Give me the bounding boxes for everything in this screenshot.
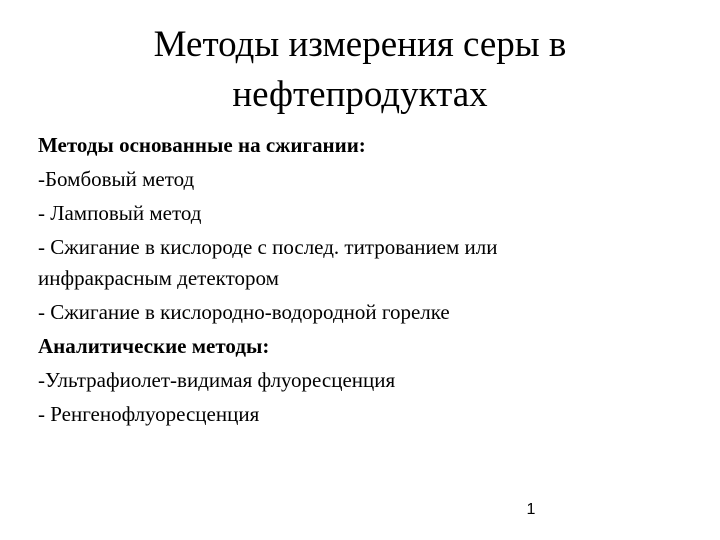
list-item-xray-fluorescence: - Ренгенофлуоресценция <box>38 402 260 426</box>
list-item-oxygen-combustion-cont: инфракрасным детектором <box>38 266 279 290</box>
list-item-uv-fluorescence: -Ультрафиолет-видимая флуоресценция <box>38 368 396 392</box>
section-heading-analytical: Аналитические методы: <box>38 334 270 358</box>
section-heading-combustion: Методы основанные на сжигании: <box>38 133 366 157</box>
page-number: 1 <box>526 501 536 518</box>
slide-body <box>38 130 688 430</box>
slide-title <box>60 20 660 120</box>
list-item-oxyhydrogen-burner: - Сжигание в кислородно-водородной горелке <box>38 300 450 324</box>
list-item-bomb-method: -Бомбовый метод <box>38 167 195 191</box>
title-line-1: Методы измерения серы в <box>153 24 567 65</box>
title-line-2: нефтепродуктах <box>232 74 488 115</box>
list-item-lamp-method: - Ламповый метод <box>38 201 202 225</box>
list-item-oxygen-combustion: - Сжигание в кислороде с послед. титрованием или <box>38 235 498 259</box>
